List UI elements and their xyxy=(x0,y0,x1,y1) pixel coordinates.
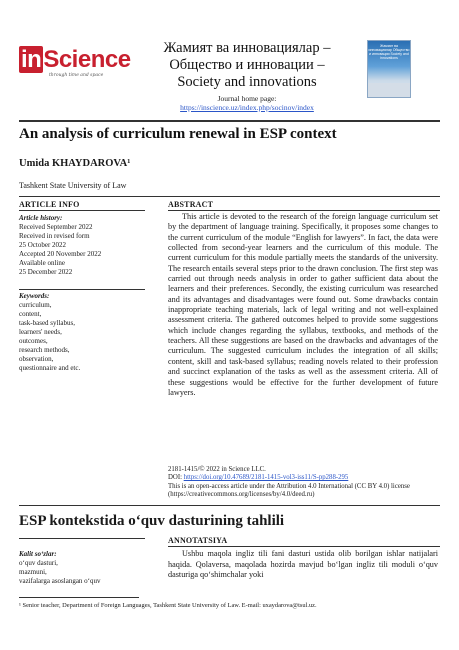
uz-keywords-top-rule xyxy=(19,538,145,539)
annot-paragraph: Ushbu maqola ingliz tili fani dasturi ustida olib borilgan ishlar natijalari haqida. Qolaversa, maqolada hozirda mavjud bo‘lgan ingliz tili moduli o‘quv dasturiga qo‘shimchalar yoki xyxy=(168,549,438,579)
footnote: ¹ Senior teacher, Department of Foreign Languages, Tashkent State University of Law. E-mail: uxaydarova@tsul.uz. xyxy=(19,602,317,609)
keyword: task-based syllabus, xyxy=(19,319,75,327)
uz-keyword: mazmuni, xyxy=(19,568,47,576)
uz-keywords-label: Kalit so‘zlar: xyxy=(19,550,57,558)
history-line: Available online xyxy=(19,259,65,267)
keyword: learners' needs, xyxy=(19,328,62,336)
uz-keywords-block xyxy=(19,550,145,586)
uz-keyword: o‘quv dasturi, xyxy=(19,559,58,567)
article-info-heading: ARTICLE INFO xyxy=(19,200,80,209)
logo-tagline: through time and space xyxy=(49,73,104,78)
article-history xyxy=(19,214,145,277)
abstract-text xyxy=(168,212,438,398)
logo-in: in xyxy=(21,46,42,73)
journal-home-link[interactable]: https://inscience.uz/index.php/socinov/index xyxy=(180,103,314,112)
journal-header xyxy=(19,38,440,118)
history-line: 25 October 2022 xyxy=(19,241,67,249)
history-line: 25 December 2022 xyxy=(19,268,73,276)
journal-title-1: Жамият ва инновациялар – xyxy=(163,40,331,56)
footnote-rule xyxy=(19,597,139,598)
doi-link[interactable]: https://doi.org/10.47689/2181-1415-vol3-iss11/S-pp288-295 xyxy=(183,474,349,482)
uzbek-title: ESP kontekstida o‘quv dasturining tahlili xyxy=(19,513,285,529)
keywords-rule xyxy=(19,289,145,290)
journal-cover-image xyxy=(367,40,411,98)
keyword: curriculum, xyxy=(19,301,52,309)
keyword: observation, xyxy=(19,355,54,363)
abstract-rule xyxy=(168,210,440,211)
keywords-label: Keywords: xyxy=(19,292,50,300)
logo-science: Science xyxy=(43,46,131,73)
author-name: Umida KHAYDAROVA¹ xyxy=(19,158,131,169)
keyword: questionnaire and etc. xyxy=(19,364,81,372)
annotatsiya-text xyxy=(168,549,438,581)
license-line: This is an open-access article under the Attribution 4.0 International (CC BY 4.0) license (https://creativecommons.org/licenses/by/4.0/deed.ru) xyxy=(168,482,410,498)
keywords-block xyxy=(19,292,145,373)
cover-band xyxy=(368,83,410,97)
journal-info xyxy=(147,40,347,112)
article-meta xyxy=(168,466,438,499)
journal-home-label: Journal home page: xyxy=(217,94,277,103)
annot-rule xyxy=(168,546,440,547)
keyword: content, xyxy=(19,310,42,318)
uz-keyword: vazifalarga asoslangan o‘quv xyxy=(19,577,101,585)
doi-label: DOI: xyxy=(168,474,184,482)
journal-title-2: Общество и инновации – xyxy=(169,57,325,73)
keyword: outcomes, xyxy=(19,337,48,345)
history-line: Received September 2022 xyxy=(19,223,93,231)
info-rule xyxy=(19,210,145,211)
doi-line xyxy=(168,474,438,482)
abstract-paragraph: This article is devoted to the research of the foreign language curriculum set by the department of language training. Specifically, it proposes some changes to the current curriculum of the module “English for lawyers”. In fact, the data were collected from second-year learners and the curriculum of this module. The current curriculum for this module partially meets the standards of the university. The research entails several steps prior to the drawn conclusion. The first step was carried out through needs analysis in order to gather sufficient data about the learners and their preferences. Secondly, the existing curriculum was researched and its advantages and disadvantages were found out. Some drawbacks contain inappropriate teaching materials, lack of legal writing and not well-explained assessment criteria. The gathered outcomes helped to provide some suggestions which include changes regarding the syllabus, textbooks, and methods of the teachers. All these suggestions are based on the drawbacks and advantages of the curriculum. The suggested curriculum includes the integration of all skills; content, skill and task-based syllabus; reading novels related to their profession and succinct explanation of the tasks as well as the assessment criteria. All of these suggestions would be effective for the further development of future lawyers. xyxy=(168,212,438,397)
abstract-heading: ABSTRACT xyxy=(168,200,214,209)
article-title: An analysis of curriculum renewal in ESP context xyxy=(19,126,337,142)
history-label: Article history: xyxy=(19,214,63,222)
keyword: research methods, xyxy=(19,346,70,354)
author-affiliation: Tashkent State University of Law xyxy=(19,181,127,190)
history-line: Accepted 20 November 2022 xyxy=(19,250,102,258)
header-rule xyxy=(19,120,440,122)
history-line: Received in revised form xyxy=(19,232,90,240)
inscience-logo xyxy=(19,48,129,92)
section-rule xyxy=(19,505,440,506)
title-rule xyxy=(19,196,440,197)
copyright-line: 2181-1415/© 2022 in Science LLC. xyxy=(168,466,266,473)
journal-title-3: Society and innovations xyxy=(177,74,317,90)
annotatsiya-heading: ANNOTATSIYA xyxy=(168,536,228,545)
cover-title: Жамият ва инновациялар Общество и инновации Society and innovations xyxy=(368,44,410,60)
